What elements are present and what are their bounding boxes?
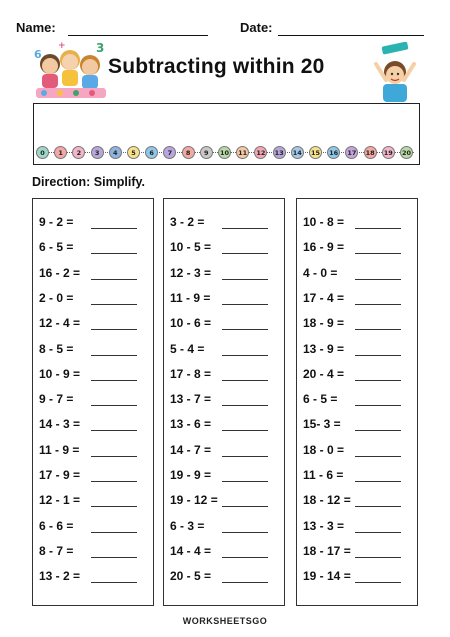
answer-blank[interactable]	[91, 405, 137, 406]
number-line-chip: 10	[218, 146, 231, 159]
problem-expression: 11 - 6 =	[303, 468, 344, 482]
problem-row	[170, 417, 282, 437]
answer-blank[interactable]	[222, 329, 268, 330]
problem-expression: 20 - 5 =	[170, 569, 212, 584]
answer-blank[interactable]	[222, 228, 268, 229]
problem-row	[170, 342, 282, 362]
problem-row	[39, 266, 151, 286]
problem-expression: 10 - 5 =	[170, 240, 212, 255]
problem-row	[39, 544, 151, 564]
problem-expression: 11 - 9 =	[170, 290, 211, 305]
date-label: Date:	[240, 20, 273, 35]
problem-expression: 2 - 0 =	[39, 290, 74, 305]
problem-expression: 6 - 3 =	[170, 518, 205, 533]
problem-expression: 19 - 9 =	[170, 468, 212, 482]
problem-expression: 13 - 6 =	[170, 417, 212, 432]
problem-expression: 16 - 2 =	[39, 265, 81, 280]
answer-blank[interactable]	[355, 532, 401, 533]
problem-expression: 14 - 4 =	[170, 543, 212, 558]
answer-blank[interactable]	[222, 506, 268, 507]
number-line-chip: 6	[145, 146, 158, 159]
answer-blank[interactable]	[222, 430, 268, 431]
svg-text:3: 3	[96, 41, 105, 55]
name-label: Name:	[16, 20, 56, 35]
svg-text:+: +	[58, 41, 66, 51]
number-line-chip: 5	[127, 146, 140, 159]
problem-expression: 20 - 4 =	[303, 366, 345, 381]
problem-row	[39, 392, 151, 412]
problem-expression: 3 - 2 =	[170, 215, 205, 229]
problem-expression: 14 - 7 =	[170, 442, 212, 457]
answer-blank[interactable]	[355, 355, 401, 356]
answer-blank[interactable]	[222, 253, 268, 254]
answer-blank[interactable]	[355, 557, 401, 558]
number-line-chip: 12	[254, 146, 267, 159]
problem-expression: 12 - 1 =	[39, 493, 81, 508]
answer-blank[interactable]	[91, 582, 137, 583]
problem-row	[170, 215, 282, 235]
number-line-chip: 7	[163, 146, 176, 159]
problem-row	[303, 215, 415, 235]
answer-blank[interactable]	[91, 532, 137, 533]
answer-blank[interactable]	[222, 481, 268, 482]
date-field-line	[278, 35, 424, 36]
problem-row	[303, 342, 415, 362]
problem-expression: 9 - 7 =	[39, 392, 74, 407]
answer-blank[interactable]	[222, 380, 268, 381]
problem-expression: 18 - 17 =	[303, 543, 351, 558]
problem-expression: 13 - 3 =	[303, 518, 345, 533]
problem-row	[39, 291, 151, 311]
problem-row	[303, 316, 415, 336]
number-line-chip: 9	[200, 146, 213, 159]
problem-expression: 13 - 7 =	[170, 392, 212, 407]
problem-expression: 19 - 12 =	[170, 493, 218, 508]
footer-brand: WORKSHEETSGO	[182, 616, 268, 626]
number-line-chip: 3	[91, 146, 104, 159]
problem-expression: 6 - 5 =	[303, 392, 338, 407]
problem-row	[39, 215, 151, 235]
answer-blank[interactable]	[355, 279, 401, 280]
problem-row	[170, 569, 282, 589]
problem-row	[39, 519, 151, 539]
problem-row	[170, 519, 282, 539]
answer-blank[interactable]	[355, 228, 401, 229]
answer-blank[interactable]	[222, 279, 268, 280]
problem-column-2	[163, 198, 285, 606]
problem-expression: 17 - 9 =	[39, 468, 81, 482]
page-title: Subtracting within 20	[108, 55, 325, 78]
problem-row	[303, 417, 415, 437]
problem-expression: 18 - 12 =	[303, 493, 351, 508]
problem-row	[39, 443, 151, 463]
problem-expression: 13 - 9 =	[303, 341, 345, 356]
problem-row	[39, 493, 151, 513]
problem-expression: 13 - 2 =	[39, 569, 81, 584]
answer-blank[interactable]	[222, 582, 268, 583]
number-line-chip: 11	[236, 146, 249, 159]
problem-expression: 10 - 9 =	[39, 366, 81, 381]
problem-row	[170, 291, 282, 311]
problem-row	[170, 544, 282, 564]
answer-blank[interactable]	[91, 329, 137, 330]
number-line-chip: 20	[400, 146, 413, 159]
problem-expression: 6 - 5 =	[39, 240, 74, 255]
answer-blank[interactable]	[355, 506, 401, 507]
answer-blank[interactable]	[91, 506, 137, 507]
answer-blank[interactable]	[355, 329, 401, 330]
problem-column-3	[296, 198, 418, 606]
problem-expression: 12 - 3 =	[170, 265, 212, 280]
problem-expression: 12 - 4 =	[39, 316, 81, 331]
number-line-chip: 0	[36, 146, 49, 159]
problem-row	[303, 569, 415, 589]
problem-row	[303, 443, 415, 463]
problem-row	[39, 468, 151, 488]
problem-expression: 4 - 0 =	[303, 265, 338, 280]
problem-row	[170, 367, 282, 387]
answer-blank[interactable]	[355, 481, 401, 482]
problem-expression: 18 - 0 =	[303, 442, 345, 457]
problem-row	[170, 493, 282, 513]
name-field-line	[68, 35, 208, 36]
problem-row	[303, 392, 415, 412]
problem-expression: 10 - 6 =	[170, 316, 212, 331]
answer-blank[interactable]	[91, 279, 137, 280]
problem-expression: 9 - 2 =	[39, 215, 74, 229]
svg-text:6: 6	[34, 48, 42, 61]
number-line-chip: 1	[54, 146, 67, 159]
number-line-chip: 17	[345, 146, 358, 159]
answer-blank[interactable]	[222, 456, 268, 457]
answer-blank[interactable]	[91, 304, 137, 305]
answer-blank[interactable]	[91, 253, 137, 254]
problem-expression: 10 - 8 =	[303, 215, 345, 229]
problem-row	[303, 367, 415, 387]
problem-row	[170, 266, 282, 286]
answer-blank[interactable]	[355, 405, 401, 406]
answer-blank[interactable]	[91, 430, 137, 431]
problem-expression: 19 - 14 =	[303, 569, 351, 584]
number-line-chip: 2	[72, 146, 85, 159]
number-line-chip: 16	[327, 146, 340, 159]
number-line-chip: 8	[182, 146, 195, 159]
problem-expression: 15- 3 =	[303, 417, 341, 432]
answer-blank[interactable]	[355, 380, 401, 381]
answer-blank[interactable]	[222, 355, 268, 356]
problem-expression: 11 - 9 =	[39, 442, 80, 457]
answer-blank[interactable]	[355, 430, 401, 431]
problem-expression: 6 - 6 =	[39, 518, 74, 533]
answer-blank[interactable]	[91, 456, 137, 457]
problem-expression: 18 - 9 =	[303, 316, 345, 331]
problem-row	[303, 291, 415, 311]
problem-expression: 16 - 9 =	[303, 240, 345, 255]
number-line-box	[33, 103, 420, 165]
problem-row	[170, 468, 282, 488]
answer-blank[interactable]	[222, 304, 268, 305]
kids-with-numbers-illustration	[30, 40, 112, 102]
problem-row	[39, 342, 151, 362]
problem-expression: 8 - 7 =	[39, 543, 74, 558]
answer-blank[interactable]	[91, 557, 137, 558]
problem-row	[170, 443, 282, 463]
number-line-chip: 18	[364, 146, 377, 159]
answer-blank[interactable]	[355, 456, 401, 457]
problem-expression: 14 - 3 =	[39, 417, 81, 432]
problem-row	[303, 544, 415, 564]
problem-row	[303, 468, 415, 488]
problem-column-1	[32, 198, 154, 606]
answer-blank[interactable]	[91, 380, 137, 381]
answer-blank[interactable]	[222, 532, 268, 533]
answer-blank[interactable]	[355, 304, 401, 305]
boy-holding-book-illustration	[368, 42, 422, 104]
number-line-chip: 13	[273, 146, 286, 159]
problem-row	[170, 392, 282, 412]
answer-blank[interactable]	[355, 253, 401, 254]
problem-expression: 17 - 8 =	[170, 366, 212, 381]
answer-blank[interactable]	[222, 557, 268, 558]
number-line-chip: 14	[291, 146, 304, 159]
answer-blank[interactable]	[91, 481, 137, 482]
problem-row	[303, 266, 415, 286]
problem-row	[303, 493, 415, 513]
problem-expression: 17 - 4 =	[303, 290, 345, 305]
answer-blank[interactable]	[91, 355, 137, 356]
problem-row	[39, 367, 151, 387]
number-line-chip: 15	[309, 146, 322, 159]
number-line-chip: 4	[109, 146, 122, 159]
problem-row	[303, 240, 415, 260]
problem-row	[39, 417, 151, 437]
problem-expression: 5 - 4 =	[170, 341, 205, 356]
direction-text: Direction: Simplify.	[32, 175, 145, 189]
problem-row	[39, 316, 151, 336]
problem-row	[39, 240, 151, 260]
answer-blank[interactable]	[222, 405, 268, 406]
number-line-chip: 19	[382, 146, 395, 159]
problem-row	[170, 316, 282, 336]
answer-blank[interactable]	[355, 582, 401, 583]
problem-row	[170, 240, 282, 260]
answer-blank[interactable]	[91, 228, 137, 229]
problem-row	[303, 519, 415, 539]
problem-expression: 8 - 5 =	[39, 341, 74, 356]
problem-row	[39, 569, 151, 589]
